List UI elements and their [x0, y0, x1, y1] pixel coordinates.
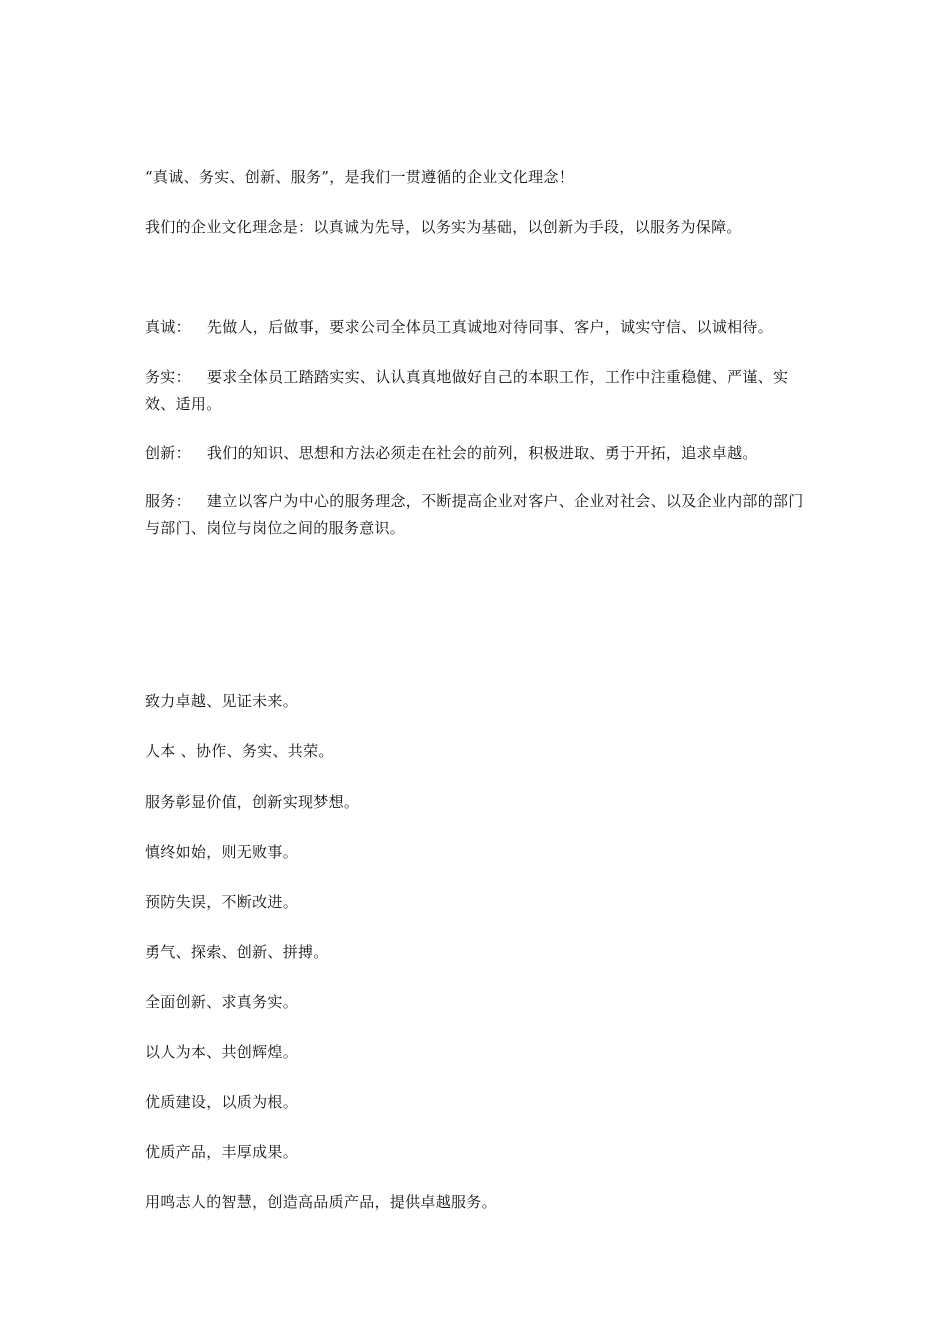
slogan-item: 服务彰显价值，创新实现梦想。 — [145, 793, 360, 811]
definition-service — [145, 488, 810, 542]
slogan-item: 以人为本、共创辉煌。 — [145, 1043, 299, 1061]
definition-innovation — [145, 440, 810, 467]
definition-term: 务实： — [145, 368, 191, 386]
definition-term: 创新： — [145, 444, 191, 462]
slogan-item: 优质建设，以质为根。 — [145, 1093, 299, 1111]
slogan-item: 预防失误，不断改进。 — [145, 893, 299, 911]
intro-line-2: 我们的企业文化理念是：以真诚为先导，以务实为基础，以创新为手段，以服务为保障。 — [145, 218, 742, 236]
definition-term: 服务： — [145, 492, 191, 510]
slogan-item: 用鸣志人的智慧，创造高品质产品，提供卓越服务。 — [145, 1193, 497, 1211]
intro-line-1: “真诚、务实、创新、服务”，是我们一贯遵循的企业文化理念！ — [145, 168, 575, 186]
definition-text: 先做人，后做事，要求公司全体员工真诚地对待同事、客户，诚实守信、以诚相待。 — [206, 318, 774, 336]
definition-term: 真诚： — [145, 318, 191, 336]
slogan-item: 优质产品，丰厚成果。 — [145, 1143, 299, 1161]
slogan-item: 勇气、探索、创新、拼搏。 — [145, 943, 329, 961]
slogan-item: 致力卓越、见证未来。 — [145, 692, 299, 710]
definition-text: 要求全体员工踏踏实实、认认真真地做好自己的本职工作，工作中注重稳健、严谨、实效、适用。 — [145, 368, 789, 413]
definition-text: 我们的知识、思想和方法必须走在社会的前列，积极进取、勇于开拓，追求卓越。 — [206, 444, 758, 462]
definition-sincerity — [145, 314, 810, 341]
slogan-item: 人本 、协作、务实、共荣。 — [145, 742, 334, 760]
definition-text: 建立以客户为中心的服务理念，不断提高企业对客户、企业对社会、以及企业内部的部门与部门、岗位与岗位之间的服务意识。 — [145, 492, 804, 537]
slogan-item: 慎终如始，则无败事。 — [145, 843, 299, 861]
slogan-item: 全面创新、求真务实。 — [145, 993, 299, 1011]
definition-pragmatism — [145, 364, 810, 418]
